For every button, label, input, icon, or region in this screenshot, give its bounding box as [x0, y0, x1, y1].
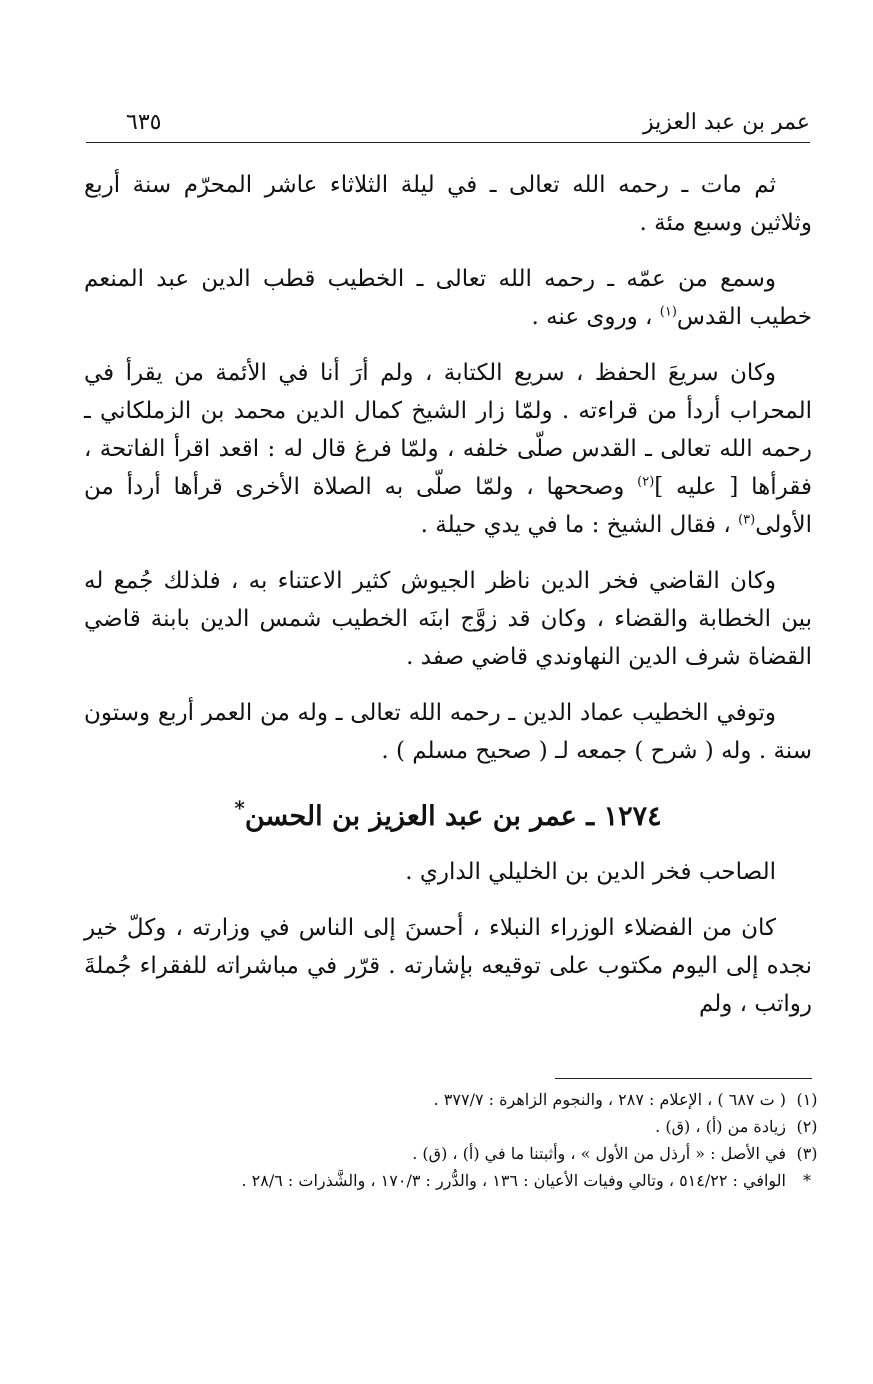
footnote-text: ( ت ٦٨٧ ) ، الإعلام : ٢٨٧ ، والنجوم الزاهرة : ٣٧٧/٧ .: [433, 1090, 786, 1109]
running-title: عمر بن عبد العزيز: [643, 110, 810, 135]
page-number: ٦٣٥: [126, 110, 162, 135]
entry-paragraph-bio: كان من الفضلاء الوزراء النبلاء ، أحسنَ إلى الناس في وزارته ، وكلّ خير نجده إلى اليوم مكتوب على توقيعه بإشارته . قرّر في مباشراته للفقراء جُملةَ رواتب ، ولم: [84, 915, 812, 1017]
footnote-sources: [150, 1167, 828, 1194]
page-header: [86, 102, 810, 143]
paragraph-recitation: وكان سريعَ الحفظ ، سريع الكتابة ، ولم أرَ أنا في الأئمة من يقرأ في المحراب أردأ من قراءته . ولمّا زار الشيخ كمال الدين محمد بن الزملكاني ـ رحمه الله تعالى ـ القدس صلّى خلفه ، ولمّا فرغ قال له : اقعد اقرأ الفاتحة ، فقرأها [ عليه ]$^{(٢)}$ وصححها ، ولمّا صلّى به الصلاة الأخرى قرأها أردأ من الأولى$^{(٣)}$ ، فقال الشيخ : ما في يدي حيلة .: [84, 360, 812, 538]
footnotes: [150, 1086, 828, 1194]
paragraph-death: ثم مات ـ رحمه الله تعالى ـ في ليلة الثلاثاء عاشر المحرّم سنة أربع وثلاثين وسبع مئة .: [84, 172, 812, 236]
footnote-mark: (٣): [796, 1144, 818, 1163]
paragraph-judge: وكان القاضي فخر الدين ناظر الجيوش كثير الاعتناء به ، فلذلك جُمع له بين الخطابة والقضاء ، وكان قد زوَّج ابنَه الخطيب شمس الدين بابنة قاضي القضاة شرف الدين النهاوندي قاضي صفد .: [84, 568, 812, 670]
footnote-mark: *: [803, 1171, 811, 1190]
footnote-text: الوافي : ٥١٤/٢٢ ، وتالي وفيات الأعيان : ١٣٦ ، والدُّرر : ١٧٠/٣ ، والشَّذرات : ٢٨/٦ .: [241, 1171, 786, 1190]
footnote-divider: [555, 1078, 812, 1079]
entry-heading: ١٢٧٤ ـ عمر بن عبد العزيز بن الحسن*: [234, 796, 662, 832]
paragraph-teachers: وسمع من عمّه ـ رحمه الله تعالى ـ الخطيب قطب الدين عبد المنعم خطيب القدس$^{(١)}$ ، وروى عنه .: [84, 266, 812, 330]
footnote-ref-3[interactable]: (٣): [738, 512, 756, 528]
footnote-text: في الأصل : « أرذل من الأول » ، وأثبتنا ما في (أ) ، (ق) .: [412, 1144, 786, 1163]
footnote-3: [150, 1140, 828, 1167]
footnote-2: [150, 1113, 828, 1140]
footnote-ref-2[interactable]: (٢): [637, 474, 655, 490]
footnote-text: زيادة من (أ) ، (ق) .: [655, 1117, 786, 1136]
footnote-mark: (١): [796, 1090, 818, 1109]
footnote-mark: (٢): [796, 1117, 818, 1136]
footnote-ref-1[interactable]: (١): [659, 304, 677, 320]
main-text: [84, 166, 812, 1041]
footnote-1: [150, 1086, 828, 1113]
entry-paragraph-title: الصاحب فخر الدين بن الخليلي الداري .: [405, 859, 776, 885]
entry-source-star[interactable]: *: [234, 796, 245, 820]
paragraph-death-age: وتوفي الخطيب عماد الدين ـ رحمه الله تعالى ـ وله من العمر أربع وستون سنة . وله ( شرح ) جمعه لـ ( صحيح مسلم ) .: [84, 700, 812, 764]
